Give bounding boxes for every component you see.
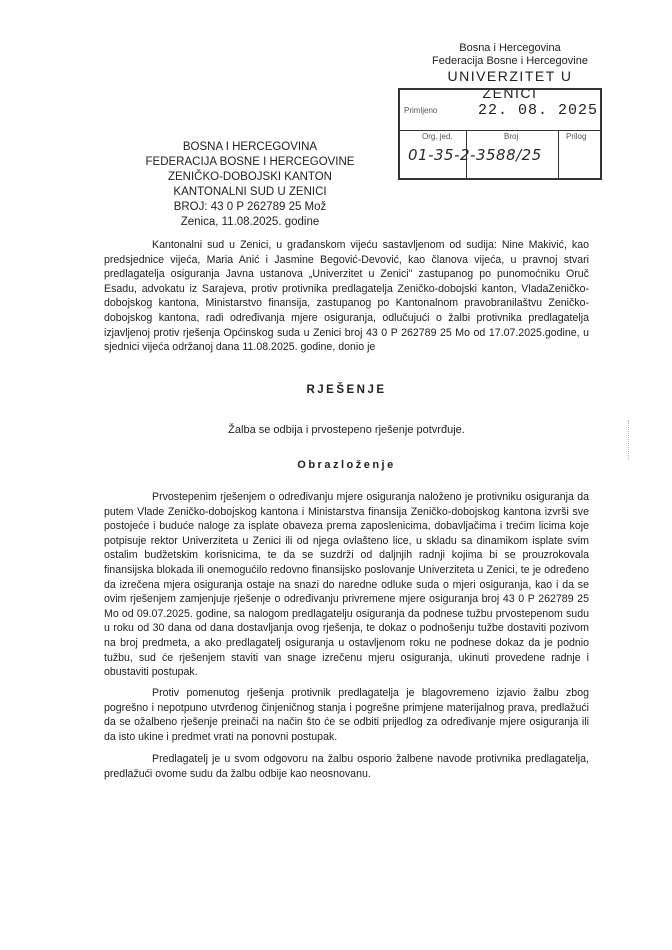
paragraph-text: Predlagatelj je u svom odgovoru na žalbu osporio žalbene navode protivnika predlagatelja, predlažući ovome sudu da žalbu odbije kao neosnovanu. bbox=[104, 753, 589, 780]
attachment-label: Prilog bbox=[566, 132, 587, 141]
intro-text: Kantonalni sud u Zenici, u građanskom vijeću sastavljenom od sudija: Nine Makivić, kao predsjednice vijeća, Maria Anić i Jasmine Begović-Devović, kao članova vijeća, u pravnoj stvari predlagatelja osiguranja Javna ustanova „Univerzitet u Zenici" zastupanog po punomoćniku Oruč Esadu, advokatu iz Sarajeva, protiv protivnika predlagatelja Zeničko-dobojski kanton, VladaZeničko-dobojskog kantona, Ministarstvo finansija, zastupanog po Kantonalnom pravobranilaštvu Zeničko-dobojskog kantona, radi određivanja mjere osiguranja, odlučujući o žalbi protivnika predlagatelja izjavljenoj protiv rješenja Općinskog suda u Zenici broj 43 0 P 262789 25 Mo od 17.07.2025.godine, u sjednici vijeća održanoj dana 11.08.2025. godine, donio je bbox=[104, 239, 589, 354]
reasoning-paragraph-1 bbox=[104, 490, 589, 680]
received-row bbox=[400, 90, 600, 131]
court-header-line: FEDERACIJA BOSNE I HERCEGOVINE bbox=[145, 156, 355, 168]
scan-margin-mark bbox=[628, 420, 635, 460]
reasoning-paragraph-2 bbox=[104, 686, 589, 744]
handwritten-registry-number: 01-35-2-3588/25 bbox=[408, 146, 542, 164]
paragraph-text: Prvostepenim rješenjem o određivanju mjere osiguranja naloženo je protivniku osiguranja da putem Vlade Zeničko-dobojskog kantona i Ministarstva finansija Zeničko-dobojskog kantona izvrši sve postojeće i buduće naloge za isplate obaveza prema zaposlenicima, dobavljačima i trećim licima koje potpisuje rektor Univerziteta u Zenici ili od njega ovlašteno lice, u skladu sa dinamikom isplate svim ostalim budžetskim korisnicima, te da se suzdrži od daljnjih radnji kojima bi se prouzrokovala finansijska blokada ili onemogućilo redovno finansijsko poslovanje Univerziteta u Zenici, te je određeno da izrečena mjera osiguranja ostaje na snazi do naredne odluke suda o mjeri osiguranja, kao i da se ovim rješenjem zamjenjuje rješenje o određivanju privremene mjere osiguranja broj 43 0 P 262789 25 Mo od 09.07.2025. godine, sa nalogom predlagatelju osiguranja da podnese tužbu prvostepenom sudu u roku od 30 dana od dana dostavljanja ovog rješenja, te dokaz o podnošenju tužbe dostaviti pozivom na broj predmeta, a ako predlagatelj osiguranja u ostavljenom roku ne podnese dokaz da je podnio tužbu, sud će rješenjem staviti van snage izrečenu mjeru osiguranja, ukinuti provedene radnje i obustaviti postupak. bbox=[104, 491, 589, 679]
court-header-line: BOSNA I HERCEGOVINA bbox=[182, 141, 318, 153]
org-unit-label: Org. jed. bbox=[422, 132, 453, 141]
ruling-text: Žalba se odbija i prvostepeno rješenje potvrđuje. bbox=[228, 424, 465, 436]
court-header bbox=[100, 140, 400, 230]
reasoning-title: Obrazloženje bbox=[297, 459, 396, 471]
decision-title: RJEŠENJE bbox=[306, 384, 387, 396]
stamp-country: Bosna i Hercegovina bbox=[459, 42, 561, 54]
intro-paragraph bbox=[104, 238, 589, 355]
stamp-university: UNIVERZITET U ZENICI bbox=[447, 68, 573, 101]
case-number: BROJ: 43 0 P 262789 25 Mož bbox=[173, 201, 327, 213]
stamp-federation: Federacija Bosne i Hercegovine bbox=[432, 55, 588, 67]
received-date: 22. 08. 2025 bbox=[478, 102, 599, 119]
received-label: Primljeno bbox=[404, 106, 438, 115]
court-header-line: KANTONALNI SUD U ZENICI bbox=[173, 186, 327, 198]
received-stamp-box bbox=[398, 88, 602, 180]
number-label: Broj bbox=[504, 132, 519, 141]
paragraph-text: Protiv pomenutog rješenja protivnik predlagatelja je blagovremeno izjavio žalbu zbog pogrešno i nepotpuno utvrđenog činjeničnog stanja i pogrešne primjene materijalnog prava, predlažući da se ožalbeno rješenje preinači na način što će se odbiti prijedlog za određivanje mjere osiguranja ili da isto ukine i predmet vrati na ponovni postupak. bbox=[104, 687, 589, 743]
reasoning-paragraph-3 bbox=[104, 752, 589, 781]
document-date: Zenica, 11.08.2025. godine bbox=[180, 216, 320, 228]
court-header-line: ZENIČKO-DOBOJSKI KANTON bbox=[167, 171, 332, 183]
stamp-divider bbox=[558, 130, 559, 178]
